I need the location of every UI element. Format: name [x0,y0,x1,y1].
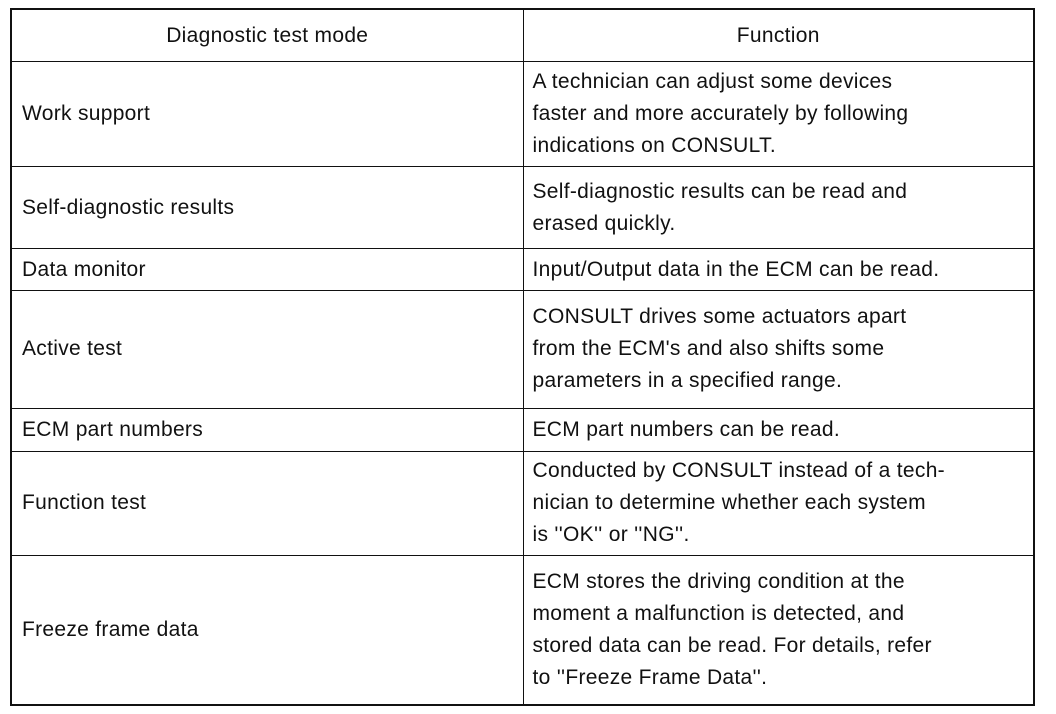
function-cell [523,556,1034,705]
function-text-line: Conducted by CONSULT instead of a tech- [532,459,945,483]
function-text-line: from the ECM's and also shifts some [532,337,885,361]
test-mode-cell: Data monitor [11,249,523,291]
function-text-line: erased quickly. [532,211,676,235]
table-row [11,167,1034,249]
function-text-line: CONSULT drives some actuators apart [532,305,907,329]
function-text-line: faster and more accurately by following [532,102,909,126]
function-text-line: Self-diagnostic results can be read and [532,179,908,203]
header-diagnostic-test-mode: Diagnostic test mode [11,9,523,62]
test-mode-cell: Self-diagnostic results [11,167,523,249]
function-cell [523,291,1034,409]
table-row [11,291,1034,409]
test-mode-cell: Work support [11,62,523,167]
diagnostic-mode-table [10,8,1035,706]
function-text-line: nician to determine whether each system [532,491,926,515]
table-row [11,249,1034,291]
table-header-row [11,9,1034,62]
header-function: Function [523,9,1034,62]
function-cell [523,249,1034,291]
function-cell [523,167,1034,249]
function-text-line: is ''OK'' or ''NG''. [532,523,690,547]
function-text-line: moment a malfunction is detected, and [532,602,905,626]
table-row [11,408,1034,451]
function-text-line: A technician can adjust some devices [532,70,893,94]
test-mode-cell: Function test [11,451,523,555]
function-text-line: ECM stores the driving condition at the [532,570,905,594]
table-body [11,62,1034,706]
test-mode-cell: Active test [11,291,523,409]
function-text-line: ECM part numbers can be read. [532,417,841,441]
test-mode-cell: ECM part numbers [11,408,523,451]
table-row [11,451,1034,555]
function-text-line: to ''Freeze Frame Data''. [532,666,768,690]
function-cell [523,408,1034,451]
function-cell [523,62,1034,167]
test-mode-cell: Freeze frame data [11,556,523,705]
table-row [11,62,1034,167]
table-row [11,556,1034,705]
function-text-line: indications on CONSULT. [532,134,776,158]
function-text-line: Input/Output data in the ECM can be read. [532,257,940,281]
function-text-line: stored data can be read. For details, refer [532,634,932,658]
function-text-line: parameters in a specified range. [532,369,843,393]
function-cell [523,451,1034,555]
